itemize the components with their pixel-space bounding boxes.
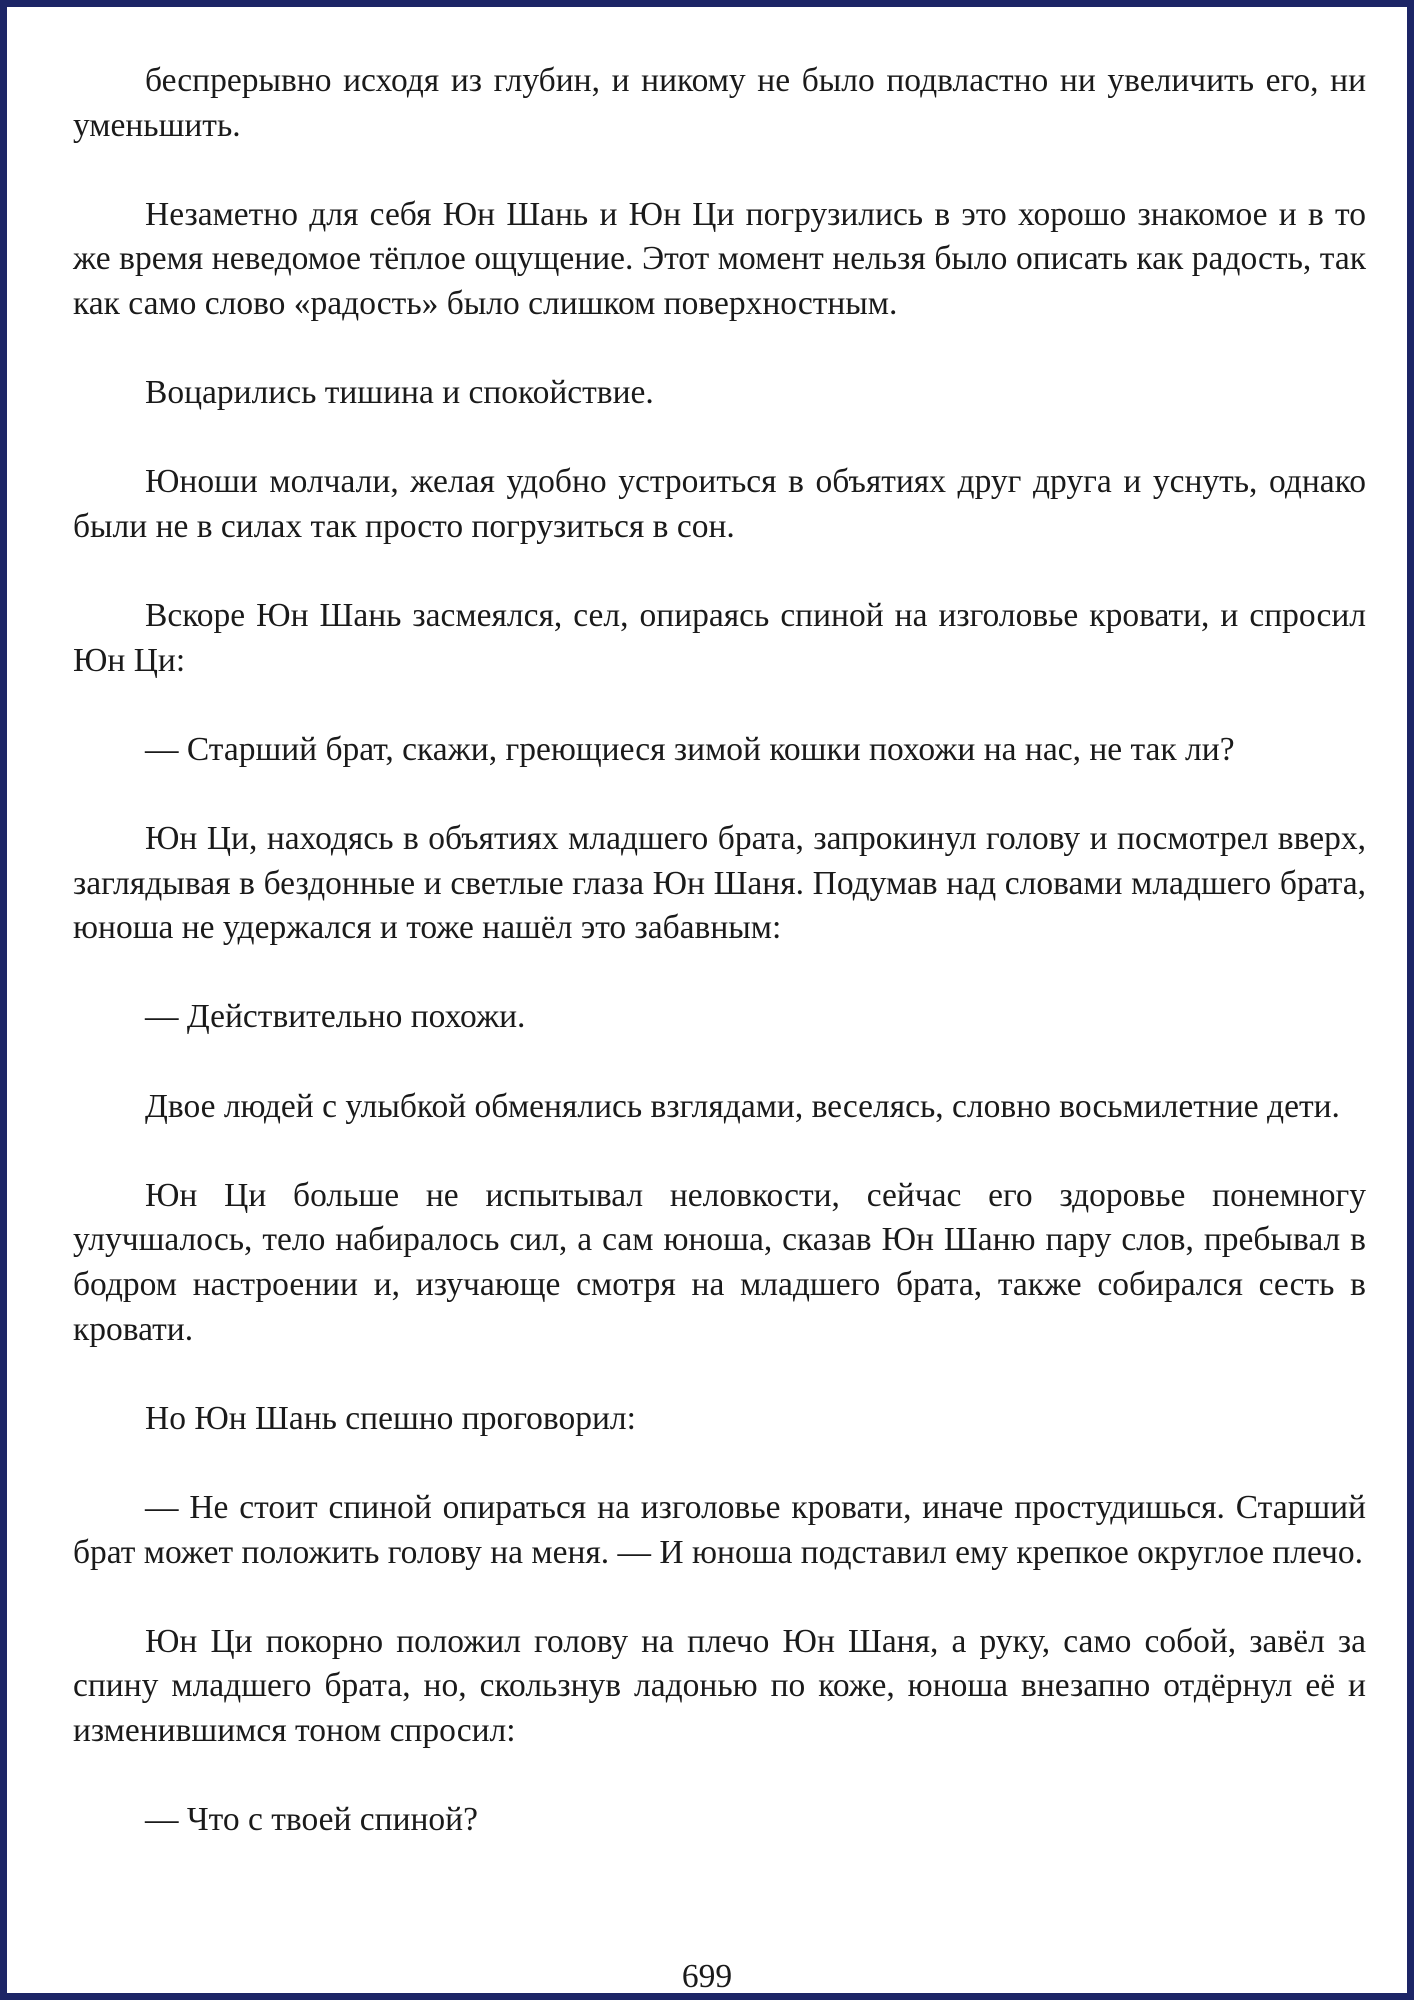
page-number: 699 <box>681 1958 733 1995</box>
paragraph: Воцарились тишина и спокойствие. <box>145 374 654 412</box>
paragraph: — Старший брат, скажи, греющиеся зимой кошки похожи на нас, не так ли? <box>145 730 1235 768</box>
paragraph: Юн Ци больше не испытывал неловкости, сейчас его здоровье понемногу улучшалось, тело набиралось сил, а сам юноша, сказав Юн Шаню пару слов, пребывал в бодром настроении и, изучающе смотря на младшего брата, также собирался сесть в кровати. <box>73 1176 1366 1348</box>
paragraph: беспрерывно исходя из глубин, и никому не было подвластно ни увеличить его, ни уменьшить. <box>73 62 1366 144</box>
paragraph: Но Юн Шань спешно проговорил: <box>145 1399 636 1437</box>
paragraph: Юн Ци покорно положил голову на плечо Юн Шаня, а руку, само собой, завёл за спину младшего брата, но, скользнув ладонью по коже, юноша внезапно отдёрнул её и изменившимся тоном спросил: <box>73 1622 1366 1749</box>
paragraph: Незаметно для себя Юн Шань и Юн Ци погрузились в это хорошо знакомое и в то же время неведомое тёплое ощущение. Этот момент нельзя было описать как радость, так как само слово «радость» было слишком поверхностным. <box>73 195 1366 322</box>
paragraph: Двое людей с улыбкой обменялись взглядами, веселясь, словно восьмилетние дети. <box>145 1087 1340 1125</box>
paragraph: Юноши молчали, желая удобно устроиться в объятиях друг друга и уснуть, однако были не в силах так просто погрузиться в сон. <box>73 463 1366 545</box>
body-text <box>73 59 1366 1843</box>
paragraph: — Не стоит спиной опираться на изголовье кровати, иначе простудишься. Старший брат может положить голову на меня. — И юноша подставил ему крепкое округлое плечо. <box>73 1489 1366 1571</box>
paragraph: — Действительно похожи. <box>145 998 526 1036</box>
paragraph: Вскоре Юн Шань засмеялся, сел, опираясь спиной на изголовье кровати, и спросил Юн Ци: <box>73 597 1366 679</box>
paragraph: Юн Ци, находясь в объятиях младшего брата, запрокинул голову и посмотрел вверх, заглядывая в бездонные и светлые глаза Юн Шаня. Подумав над словами младшего брата, юноша не удержался и тоже нашёл это забавным: <box>73 820 1366 947</box>
paragraph: — Что с твоей спиной? <box>145 1801 478 1839</box>
